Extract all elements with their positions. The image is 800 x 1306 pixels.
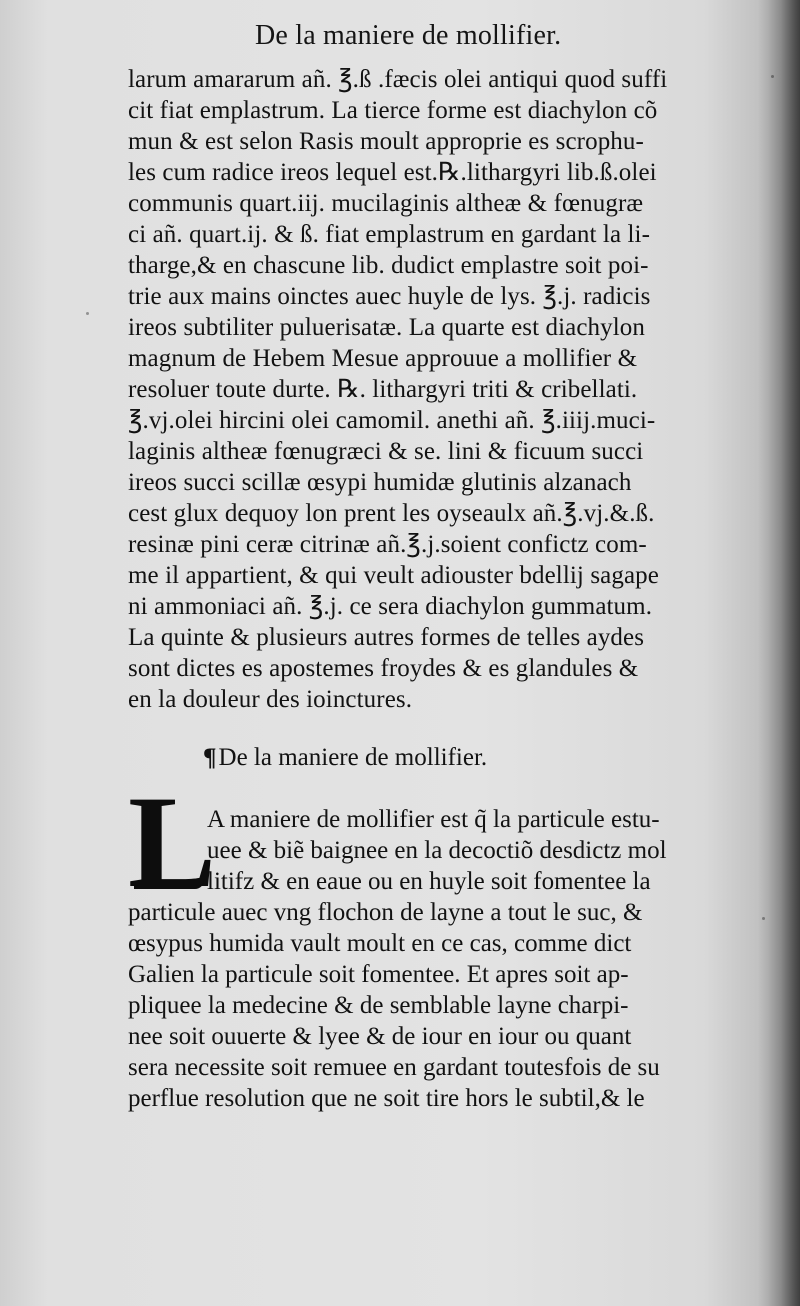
text-line: ℥.vj.olei hircini olei camomil. anethi añ. ℥.iiij.muci- [128, 407, 656, 434]
text-line: ireos subtiliter puluerisatæ. La quarte est diachylon [128, 314, 645, 341]
text-line: me il appartient, & qui veult adiouster bdellij sagape [128, 562, 659, 589]
text-line: La quinte & plusieurs autres formes de telles aydes [128, 624, 645, 651]
text-line: ireos succi scillæ œsypi humidæ glutinis alzanach [128, 469, 632, 496]
text-line: les cum radice ireos lequel est.℞.lithargyri lib.ß.olei [128, 159, 657, 186]
text-line: resoluer toute durte. ℞. lithargyri triti & cribellati. [128, 376, 638, 403]
drop-cap-flourish [134, 880, 204, 889]
text-line: communis quart.iij. mucilaginis altheæ & fœnugræ [128, 190, 644, 217]
text-line: ci añ. quart.ij. & ß. fiat emplastrum en gardant la li- [128, 221, 651, 248]
running-head: De la maniere de mollifier. [255, 20, 562, 51]
drop-cap: L [128, 768, 217, 915]
text-line: œsypus humida vault moult en ce cas, comme dict [128, 930, 632, 957]
text-line: Galien la particule soit fomentee. Et apres soit ap- [128, 961, 629, 988]
paragraph-2-continued [128, 897, 760, 1114]
text-line: sera necessite soit remuee en gardant toutesfois de su [128, 1054, 660, 1081]
text-line: larum amararum añ. ℥.ß .fæcis olei antiqui quod suffi [128, 66, 668, 93]
text-line: laginis altheæ fœnugræci & se. lini & ficuum succi [128, 438, 644, 465]
text-line: sont dictes es apostemes froydes & es glandules & [128, 655, 639, 682]
text-line: perflue resolution que ne soit tire hors le subtil,& le [128, 1085, 645, 1112]
page-edge-shadow [758, 0, 800, 1306]
text-line: magnum de Hebem Mesue approuue a mollifier & [128, 345, 638, 372]
ink-speck [771, 75, 774, 78]
text-line: mun & est selon Rasis moult approprie es scrophu- [128, 128, 644, 155]
ink-speck [762, 917, 765, 920]
pilcrow-mark: ¶ [203, 744, 217, 771]
paragraph-2-indented [207, 804, 759, 897]
text-line: en la douleur des ioinctures. [128, 686, 413, 713]
text-line: A maniere de mollifier est q̃ la particule estu- [207, 806, 660, 833]
ink-speck [86, 312, 89, 315]
text-line: nee soit ouuerte & lyee & de iour en iour ou quant [128, 1023, 632, 1050]
section-title-text: De la maniere de mollifier. [218, 744, 488, 771]
text-line: tharge,& en chascune lib. dudict emplastre soit poi- [128, 252, 649, 279]
text-line: ni ammoniaci añ. ℥.j. ce sera diachylon gummatum. [128, 593, 653, 620]
text-line: cest glux dequoy lon prent les oyseaulx añ.℥.vj.&.ß. [128, 500, 655, 527]
text-line: particule auec vng flochon de layne a tout le suc, & [128, 899, 643, 926]
section-title [203, 744, 487, 772]
text-line: cit fiat emplastrum. La tierce forme est diachylon cõ [128, 97, 658, 124]
text-line: litifz & en eaue ou en huyle soit fomentee la [207, 868, 651, 895]
text-line: uee & biẽ baignee en la decoctiõ desdictz mol [207, 837, 667, 864]
text-line: pliquee la medecine & de semblable layne charpi- [128, 992, 629, 1019]
text-line: trie aux mains oinctes auec huyle de lys. ℥.j. radicis [128, 283, 651, 310]
text-line: resinæ pini ceræ citrinæ añ.℥.j.soient confictz com- [128, 531, 647, 558]
paragraph-1 [128, 64, 760, 715]
